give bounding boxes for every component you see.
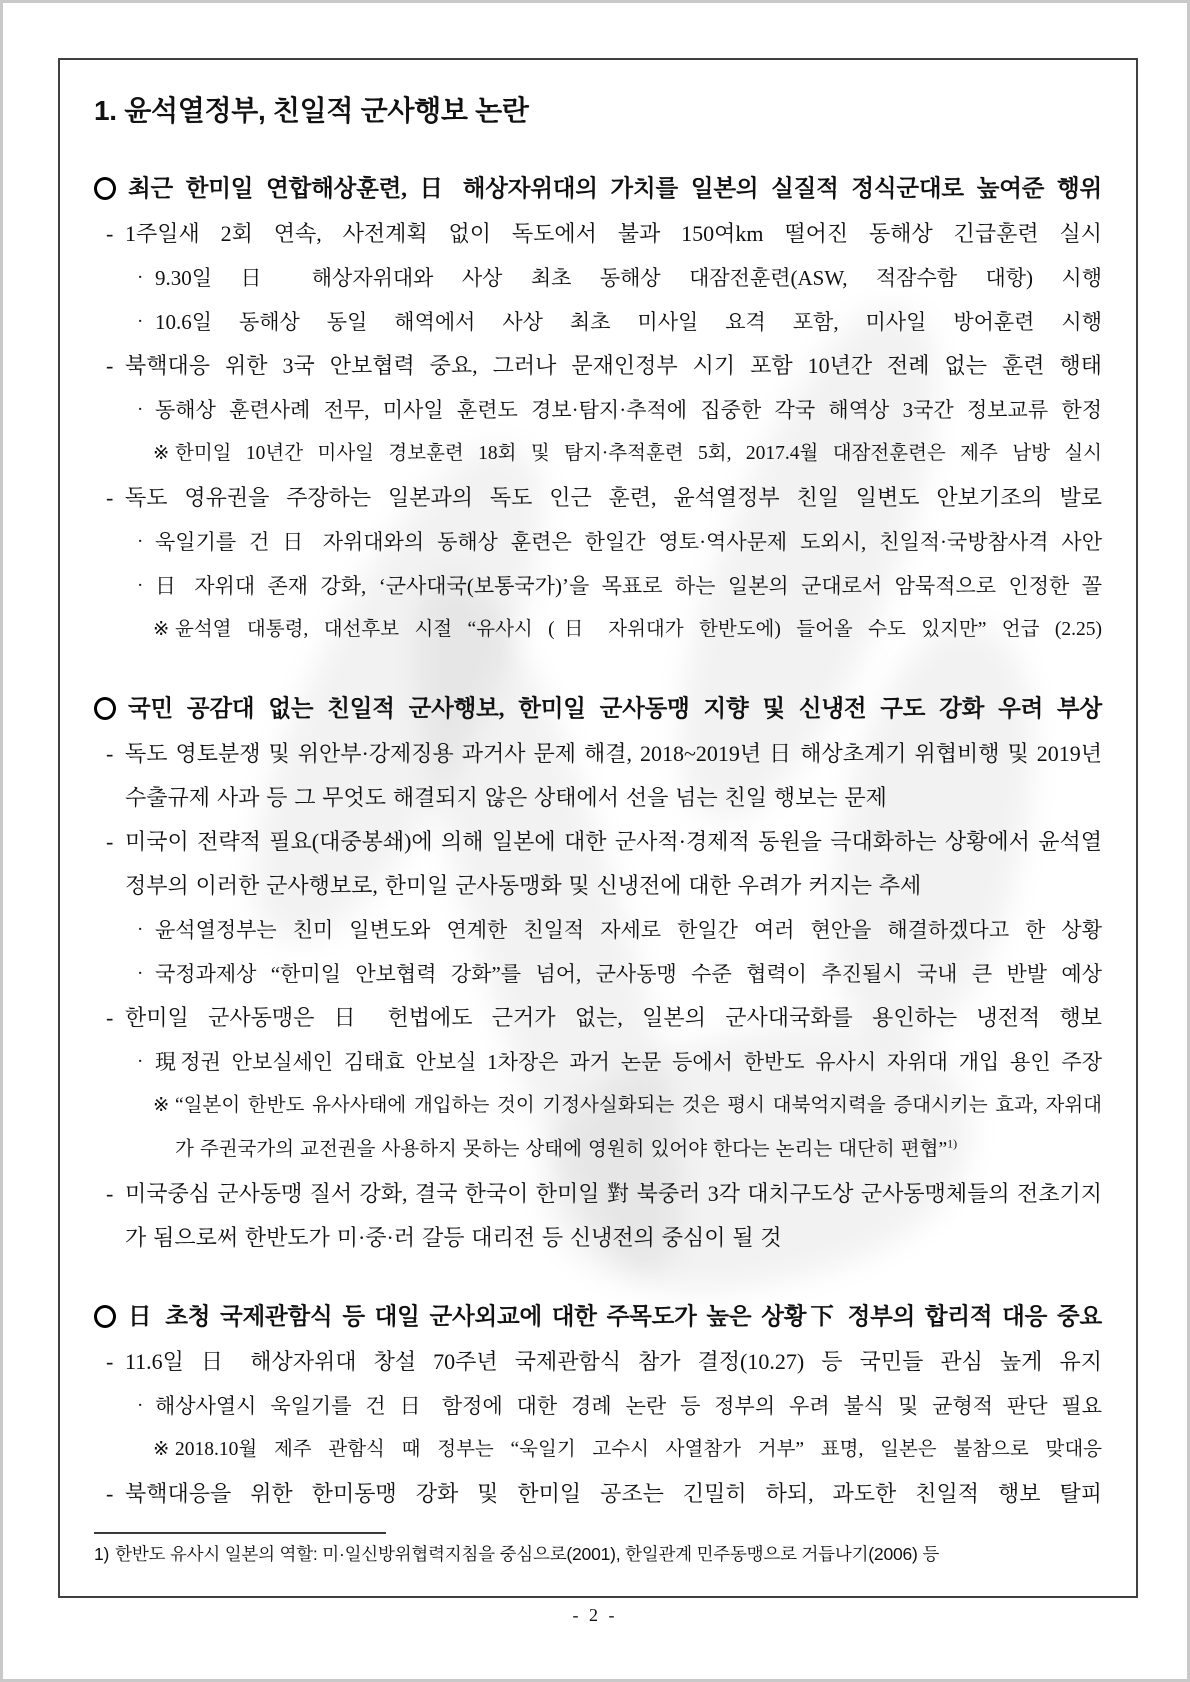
- list-item-note: [94, 608, 1102, 652]
- page-number: - 2 -: [572, 1605, 618, 1625]
- footnote-text: 한반도 유사시 일본의 역할: 미·일신방위협력지침을 중심으로(2001), 한일관계 민주동맹으로 거듭나기(2006) 등: [115, 1544, 940, 1564]
- dash-marker: -: [106, 1481, 114, 1506]
- item-text: 북핵대응을 위한 한미동맹 강화 및 한미일 공조는 긴밀히 하되, 과도한 친일적 행보 탈피: [125, 1481, 1102, 1506]
- page-title: 1. 윤석열정부, 친일적 군사행보 논란: [94, 95, 529, 126]
- list-item-dash: [94, 996, 1102, 1040]
- dash-marker: -: [106, 353, 114, 378]
- list-item-note: [94, 1428, 1102, 1472]
- section-heading: [94, 1294, 1102, 1340]
- item-text: 2018.10월 제주 관함식 때 정부는 “욱일기 고수시 사열참가 거부” 표명, 일본은 불참으로 맞대응: [175, 1439, 1102, 1460]
- dash-marker: -: [106, 741, 114, 766]
- section-bullet-icon: [94, 177, 116, 200]
- item-text: 국정과제상 “한미일 안보협력 강화”를 넘어, 군사동맹 수준 협력이 추진될시 국내 큰 반발 예상: [155, 962, 1102, 986]
- section-heading-text: 최근 한미일 연합해상훈련, 日 해상자위대의 가치를 일본의 실질적 정식군대로 높여준 행위: [128, 176, 1102, 202]
- dash-marker: -: [106, 829, 114, 854]
- content-border-box: [58, 58, 1138, 1598]
- section: [94, 166, 1102, 652]
- item-text: 해상사열시 욱일기를 건 日 함정에 대한 경례 논란 등 정부의 우려 불식 및 균형적 판단 필요: [155, 1394, 1102, 1418]
- list-item-dash: [94, 1172, 1102, 1260]
- section-bullet-icon: [94, 697, 116, 720]
- list-item-dot: [94, 388, 1102, 432]
- item-text: 미국이 전략적 필요(대중봉쇄)에 의해 일본에 대한 군사적·경제적 동원을 극대화하는 상황에서 윤석열정부의 이러한 군사행보로, 한미일 군사동맹화 및 신냉전에 대한 우려가 커지는 추세: [125, 829, 1102, 898]
- footnote-marker: 1): [94, 1544, 110, 1564]
- section-heading-text: 日 초청 국제관함식 등 대일 군사외교에 대한 주목도가 높은 상황下 정부의 합리적 대응 중요: [128, 1304, 1102, 1330]
- note-marker: ※: [153, 1095, 170, 1116]
- note-marker: ※: [153, 1439, 170, 1460]
- list-item-dot: [94, 300, 1102, 344]
- list-item-dash: [94, 212, 1102, 256]
- section: [94, 686, 1102, 1260]
- dash-marker: -: [106, 1005, 114, 1030]
- item-text: 욱일기를 건 日 자위대와의 동해상 훈련은 한일간 영토·역사문제 도외시, 친일적·국방참사격 사안: [155, 530, 1102, 554]
- list-item-note: [94, 432, 1102, 476]
- dot-marker: ·: [137, 267, 144, 288]
- section: [94, 1294, 1102, 1516]
- list-item-dot: [94, 1040, 1102, 1084]
- dot-marker: ·: [137, 531, 144, 552]
- dot-marker: ·: [137, 919, 144, 940]
- list-item-note: [94, 1084, 1102, 1172]
- list-item-dash: [94, 1472, 1102, 1516]
- dot-marker: ·: [137, 1395, 144, 1416]
- list-item-dash: [94, 1340, 1102, 1384]
- note-marker: ※: [153, 443, 170, 464]
- item-text: 日 자위대 존재 강화, ‘군사대국(보통국가)’을 목표로 하는 일본의 군대로서 암묵적으로 인정한 꼴: [155, 574, 1102, 598]
- footnote-divider: [94, 1532, 386, 1534]
- footnote-ref: 1): [947, 1136, 958, 1151]
- item-text: 독도 영유권을 주장하는 일본과의 독도 인근 훈련, 윤석열정부 친일 일변도 안보기조의 발로: [125, 485, 1102, 510]
- dash-marker: -: [106, 1181, 114, 1206]
- dot-marker: ·: [137, 575, 144, 596]
- section-heading: [94, 166, 1102, 212]
- list-item-dot: [94, 1384, 1102, 1428]
- item-text: 한미일 군사동맹은 日 헌법에도 근거가 없는, 일본의 군사대국화를 용인하는 냉전적 행보: [125, 1005, 1102, 1030]
- list-item-dash: [94, 732, 1102, 820]
- item-text: 1주일새 2회 연속, 사전계획 없이 독도에서 불과 150여km 떨어진 동해상 긴급훈련 실시: [125, 221, 1102, 246]
- item-text: 미국중심 군사동맹 질서 강화, 결국 한국이 한미일 對 북중러 3각 대치구도상 군사동맹체들의 전초기지가 됨으로써 한반도가 미·중·러 갈등 대리전 등 신냉전의 중심이 될 것: [125, 1181, 1102, 1250]
- dash-marker: -: [106, 1349, 114, 1374]
- footnote: [94, 1541, 1102, 1568]
- list-item-dot: [94, 908, 1102, 952]
- item-text: 現정권 안보실세인 김태효 안보실 1차장은 과거 논문 등에서 한반도 유사시 자위대 개입 용인 주장: [155, 1050, 1102, 1074]
- dot-marker: ·: [137, 311, 144, 332]
- dot-marker: ·: [137, 1051, 144, 1072]
- list-item-dash: [94, 820, 1102, 908]
- item-text: 한미일 10년간 미사일 경보훈련 18회 및 탐지·추적훈련 5회, 2017.4월 대잠전훈련은 제주 남방 실시: [175, 443, 1102, 464]
- item-text: 윤석열정부는 친미 일변도와 연계한 친일적 자세로 한일간 여러 현안을 해결하겠다고 한 상황: [155, 918, 1102, 942]
- section-bullet-icon: [94, 1305, 116, 1328]
- note-marker: ※: [153, 619, 170, 640]
- dash-marker: -: [106, 221, 114, 246]
- list-item-dot: [94, 256, 1102, 300]
- item-text: 11.6일 日 해상자위대 창설 70주년 국제관함식 참가 결정(10.27) 등 국민들 관심 높게 유지: [125, 1349, 1102, 1374]
- section-heading-text: 국민 공감대 없는 친일적 군사행보, 한미일 군사동맹 지향 및 신냉전 구도 강화 우려 부상: [128, 696, 1102, 722]
- item-text: 독도 영토분쟁 및 위안부·강제징용 과거사 문제 해결, 2018~2019년 日 해상초계기 위협비행 및 2019년 수출규제 사과 등 그 무엇도 해결되지 않은 상태에서 선을 넘는 친일 행보는 문제: [125, 741, 1102, 810]
- list-item-dot: [94, 520, 1102, 564]
- dash-marker: -: [106, 485, 114, 510]
- item-text: 북핵대응 위한 3국 안보협력 중요, 그러나 문재인정부 시기 포함 10년간 전례 없는 훈련 행태: [125, 353, 1102, 378]
- list-item-dot: [94, 952, 1102, 996]
- dot-marker: ·: [137, 399, 144, 420]
- list-item-dash: [94, 476, 1102, 520]
- item-text: 9.30일 日 해상자위대와 사상 최초 동해상 대잠전훈련(ASW, 적잠수함 대항) 시행: [155, 266, 1102, 290]
- list-item-dot: [94, 564, 1102, 608]
- item-text: 윤석열 대통령, 대선후보 시절 “유사시 (日 자위대가 한반도에) 들어올 수도 있지만” 언급 (2.25): [175, 619, 1102, 640]
- item-text: 동해상 훈련사례 전무, 미사일 훈련도 경보·탐지·추적에 집중한 각국 해역상 3국간 정보교류 한정: [155, 398, 1102, 422]
- section-heading: [94, 686, 1102, 732]
- dot-marker: ·: [137, 963, 144, 984]
- item-text: “일본이 한반도 유사사태에 개입하는 것이 기정사실화되는 것은 평시 대북억지력을 증대시키는 효과, 자위대가 주권국가의 교전권을 사용하지 못하는 상태에 영원히 있어야 한다는 논리는 대단히 편협”: [175, 1095, 1102, 1160]
- list-item-dash: [94, 344, 1102, 388]
- item-text: 10.6일 동해상 동일 해역에서 사상 최초 미사일 요격 포함, 미사일 방어훈련 시행: [155, 310, 1102, 334]
- document-body: [94, 166, 1102, 1516]
